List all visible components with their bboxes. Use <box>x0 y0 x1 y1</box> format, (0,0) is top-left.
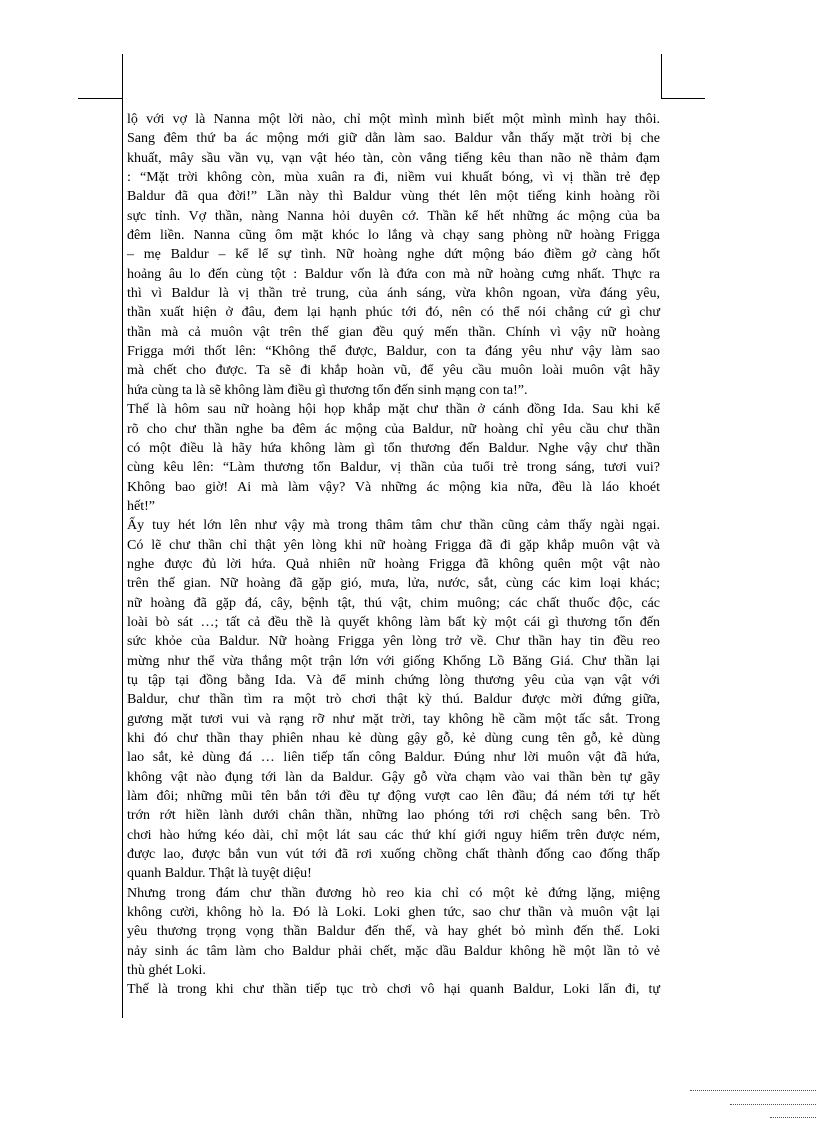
crop-mark-top-left-vertical <box>122 54 123 98</box>
text-line: – mẹ Baldur – kể lể sự tình. Nữ hoàng nghe dứt mộng báo điềm gở càng hốt <box>127 247 660 263</box>
text-line: đêm liền. Nanna cũng ôm mặt khóc lo lắng và chạy sang phòng nữ hoàng Frigga <box>127 228 660 244</box>
text-line: Frigga mới thốt lên: “Không thể được, Baldur, con ta đáng yêu như vậy làm sao <box>127 344 660 360</box>
text-line: Sang đêm thứ ba ác mộng mới giữ dằn làm sao. Baldur vẫn thấy mặt trời bị che <box>127 131 660 147</box>
text-line: lộ với vợ là Nanna một lời nào, chỉ một mình mình biết một mình mình hay thôi. <box>127 112 660 127</box>
text-line: sực tỉnh. Vợ thần, nàng Nanna hỏi duyên cớ. Thần kể hết những ác mộng của ba <box>127 208 660 224</box>
text-line: gương mặt tươi vui và rạng rỡ như mặt trời, tay không hề cầm một tấc sắt. Trong <box>127 711 660 727</box>
text-line: thần xuất hiện ở đâu, đem lại hạnh phúc tới đó, nên có thể nói chẳng cứ gì chư <box>127 305 660 321</box>
text-line: Không bao giờ! Ai mà làm vậy? Và những ác mộng kia nữa, đều là láo khoét <box>127 479 660 495</box>
text-line: trên thế gian. Nữ hoàng đã gặp gió, mưa, lửa, nước, sắt, cùng các kim loại khác; <box>127 576 660 592</box>
text-line: mừng như thể vừa thắng một trận lớn với giống Khổng Lồ Băng Giá. Chư thần lại <box>127 653 660 669</box>
text-line: thì vì Baldur là vị thần trẻ trung, của ánh sáng, vừa khôn ngoan, vừa đáng yêu, <box>127 286 660 302</box>
text-line: nghe được đủ lời hứa. Quả nhiên nữ hoàng Frigga đã không quên một vật nào <box>127 556 660 572</box>
footer-dotted-rule <box>770 1117 816 1118</box>
left-margin-rule <box>122 98 123 1018</box>
text-line: tụ tập tại đồng bằng Ida. Và để minh chứng lòng thương yêu của vạn vật với <box>127 672 660 688</box>
text-line: khi đó chư thần thay phiên nhau kẻ dùng gậy gỗ, kẻ dùng cung tên gỗ, kẻ dùng <box>127 731 660 746</box>
text-line: nữ hoàng đã gặp đá, cây, bệnh tật, thú vật, chim muông; các chất thuốc độc, các <box>127 595 660 611</box>
text-line: sức khỏe của Baldur. Nữ hoàng Frigga yên lòng trở về. Chư thần hay tin đều reo <box>127 634 660 650</box>
text-line: được lao, được bắn vun vút tới đã rơi xuống chồng chất thành đống cao đống thấp <box>127 847 660 863</box>
text-line: nảy sinh ác tâm làm cho Baldur phải chết, mặc dầu Baldur không hề một lần tỏ vẻ <box>127 943 660 959</box>
crop-mark-top-right-vertical <box>661 54 662 98</box>
text-line: khuất, mây sầu vần vụ, vạn vật héo tàn, còn vẳng tiếng kêu than não nề thảm đạm <box>127 150 660 166</box>
text-line: lao sắt, kẻ dùng đá … liên tiếp tấn công Baldur. Đúng như lời muôn vật đã hứa, <box>127 750 660 766</box>
text-line: Baldur đã qua đời!” Lần này thì Baldur vùng thét lên một tiếng kinh hoàng rồi <box>127 189 660 205</box>
text-line: hết!” <box>127 498 155 514</box>
text-line: không vật nào đụng tới làn da Baldur. Gậy gỗ vừa chạm vào vai thần bèn tự gãy <box>127 769 660 785</box>
text-line: không cười, không hò la. Đó là Loki. Loki ghen tức, sao chư thần và muôn vật lại <box>127 905 660 921</box>
text-line: cùng kêu lên: “Làm thương tổn Baldur, vị thần của tuổi trẻ trong sáng, tươi vui? <box>127 460 660 476</box>
text-line: : “Mặt trời không còn, mùa xuân ra đi, niềm vui khuất bóng, vì vị thần trẻ đẹp <box>127 170 660 186</box>
text-line: thù ghét Loki. <box>127 963 206 979</box>
body-text <box>127 110 660 1000</box>
text-line: rõ cho chư thần nghe ba đêm ác mộng của Baldur, nữ hoàng chỉ yêu cầu chư thần <box>127 421 660 437</box>
text-line: loài bò sát …; tất cả đều thề là quyết không làm bất kỳ một cái gì thương tổn đến <box>127 614 660 630</box>
text-line: thần mà cả muôn vật trên thế gian đều quý mến thần. Chính vì vậy nữ hoàng <box>127 324 660 340</box>
text-line: Có lẽ chư thần chỉ thật yên lòng khi nữ hoàng Frigga đã đi gặp khắp muôn vật và <box>127 537 660 553</box>
text-line: hoảng âu lo đến cùng tột : Baldur vốn là đứa con mà nữ hoàng cưng nhất. Thực ra <box>127 266 660 282</box>
crop-mark-top-left-horizontal <box>78 98 122 99</box>
crop-mark-top-right-horizontal <box>661 98 705 99</box>
text-line: Thế là hôm sau nữ hoàng hội họp khắp mặt chư thần ở cánh đồng Ida. Sau khi kể <box>127 402 660 418</box>
text-line: có một điều là hãy hứa không làm gì tổn thương đến Baldur. Nghe vậy chư thần <box>127 440 660 456</box>
footer-dotted-rule <box>690 1090 816 1091</box>
text-line: Thế là trong khi chư thần tiếp tục trò chơi vô hại quanh Baldur, Loki lẩn đi, tự <box>127 982 660 998</box>
footer-dotted-rule <box>730 1104 816 1105</box>
text-line: yêu thương trọng vọng thần Baldur đến thế, và hay ghét bỏ mình đến thế. Loki <box>127 924 660 940</box>
text-line: Baldur, chư thần tìm ra một trò chơi thật kỳ thú. Baldur được mời đứng giữa, <box>127 692 660 708</box>
text-line: trớn rớt hiền lành dưới chân thần, những lao phóng tới rơi chệch sang bên. Trò <box>127 808 660 824</box>
text-line: quanh Baldur. Thật là tuyệt diệu! <box>127 866 312 882</box>
text-line: Nhưng trong đám chư thần đương hò reo kia chỉ có một kẻ đứng lặng, miệng <box>127 885 660 901</box>
text-line: Ấy tuy hét lớn lên như vậy mà trong thâm tâm chư thần cũng cảm thấy ngài ngại. <box>127 518 660 534</box>
text-line: làm đôi; những mũi tên bắn tới đều tự động vượt cao lên đầu; đá ném tới tự hết <box>127 789 660 805</box>
text-line: mà chết cho được. Ta sẽ đi khắp hoàn vũ, để yêu cầu muôn loài muôn vật hãy <box>127 363 660 379</box>
text-line: chơi hào hứng kéo dài, chỉ một lát sau các thứ khí giới nguy hiểm trên được ném, <box>127 827 660 843</box>
text-line: hứa cùng ta là sẽ không làm điều gì thương tổn đến sinh mạng con ta!”. <box>127 382 528 398</box>
